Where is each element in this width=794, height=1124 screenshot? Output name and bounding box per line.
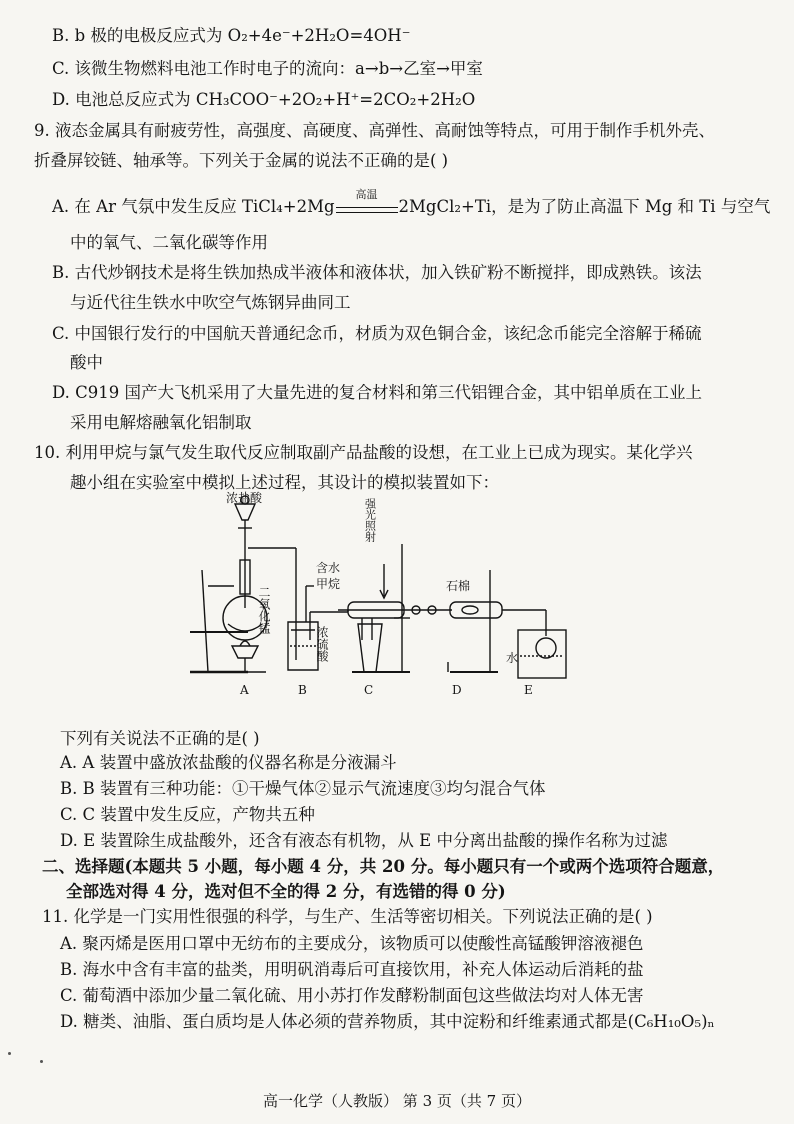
section-2-title: 二、选择题(本题共 5 小题，每小题 4 分，共 20 分。每小题只有一个或两个选项符合题意， — [42, 857, 725, 876]
label-asbestos: 石棉 — [446, 579, 471, 593]
q10-option-b: B. B 装置有三种功能：①干燥气体②显示气流速度③均匀混合气体 — [60, 779, 546, 798]
unit-label-b: B — [298, 683, 307, 697]
q9-option-a-line1 — [52, 187, 771, 218]
q11-option-c: C. 葡萄酒中添加少量二氧化硫、用小苏打作发酵粉制面包这些做法均对人体无害 — [60, 986, 644, 1005]
reaction-condition: 高温 — [355, 187, 378, 201]
q11-option-d: D. 糖类、油脂、蛋白质均是人体必须的营养物质，其中淀粉和纤维素通式都是(C₆H₁₀O₅)ₙ — [60, 1012, 715, 1031]
q9a-products: 2MgCl₂+Ti，是为了防止高温下 Mg 和 Ti 与空气 — [398, 197, 771, 216]
scan-speck — [8, 1052, 11, 1055]
q11-stem: 11. 化学是一门实用性很强的科学，与生产、生活等密切相关。下列说法正确的是( ) — [42, 907, 653, 926]
section-2-scoring: 全部选对得 4 分，选对但不全的得 2 分，有选错的得 0 分) — [66, 882, 506, 901]
q8-option-d: D. 电池总反应式为 CH₃COO⁻+2O₂+H⁺=2CO₂+2H₂O — [52, 90, 476, 109]
q9a-reactants: A. 在 Ar 气氛中发生反应 TiCl₄+2Mg — [52, 197, 335, 216]
unit-e-absorber — [502, 610, 566, 678]
equilibrium-equals-sign — [336, 187, 398, 213]
label-mno2 — [257, 586, 271, 634]
q9-option-a-line2: 中的氧气、二氧化碳等作用 — [70, 233, 268, 252]
q9-option-d-line1: D. C919 国产大飞机采用了大量先进的复合材料和第三代铝锂合金，其中铝单质在工业上 — [52, 383, 702, 402]
q10-stem-line2: 趣小组在实验室中模拟上述过程，其设计的模拟装置如下： — [70, 473, 499, 492]
q9-option-b-line1: B. 古代炒钢技术是将生铁加热成半液体和液体状，加入铁矿粉不断搅拌，即成熟铁。该法 — [52, 263, 702, 282]
label-water-methane-1: 含水 — [316, 561, 341, 575]
unit-label-c: C — [364, 683, 374, 697]
label-water: 水 — [506, 651, 519, 665]
scan-speck — [40, 1060, 43, 1063]
q8-option-c: C. 该微生物燃料电池工作时电子的流向：a→b→乙室→甲室 — [52, 59, 483, 78]
lab-apparatus-figure — [188, 490, 568, 702]
q10-option-d: D. E 装置除生成盐酸外，还含有液态有机物，从 E 中分离出盐酸的操作名称为过滤 — [60, 831, 668, 850]
unit-a-generator — [190, 496, 296, 672]
unit-label-a: A — [240, 683, 249, 697]
svg-text:二氧化锰: 二氧化锰 — [257, 586, 271, 634]
q10-option-c: C. C 装置中发生反应，产物共五种 — [60, 805, 315, 824]
q10-stem-line1: 10. 利用甲烷与氯气发生取代反应制取副产品盐酸的设想，在工业上已成为现实。某化学兴 — [34, 443, 693, 462]
unit-label-d: D — [452, 683, 462, 697]
q8-option-b: B. b 极的电极反应式为 O₂+4e⁻+2H₂O=4OH⁻ — [52, 26, 411, 45]
svg-text:强光照射: 强光照射 — [363, 498, 377, 542]
q10-option-a: A. A 装置中盛放浓盐酸的仪器名称是分液漏斗 — [60, 753, 397, 772]
q11-option-a: A. 聚丙烯是医用口罩中无纺布的主要成分，该物质可以使酸性高锰酸钾溶液褪色 — [60, 934, 644, 953]
unit-label-e: E — [524, 683, 533, 697]
q9-stem-line2: 折叠屏铰链、轴承等。下列关于金属的说法不正确的是( ) — [34, 151, 449, 170]
q9-option-d-line2: 采用电解熔融氧化铝制取 — [70, 413, 252, 432]
q9-option-c-line1: C. 中国银行发行的中国航天普通纪念币，材质为双色铜合金，该纪念币能完全溶解于稀硫 — [52, 324, 702, 343]
q9-option-b-line2: 与近代往生铁水中吹空气炼钢异曲同工 — [70, 293, 351, 312]
q9-stem-line1: 9. 液态金属具有耐疲劳性，高强度、高硬度、高弹性、高耐蚀等特点，可用于制作手机外壳、 — [34, 121, 715, 140]
unit-c-reaction-tube — [338, 544, 410, 672]
label-conc-h2so4 — [315, 626, 329, 662]
page-footer: 高一化学（人教版） 第 3 页（共 7 页） — [263, 1092, 531, 1110]
q11-option-b: B. 海水中含有丰富的盐类，用明矾消毒后可直接饮用，补充人体运动后消耗的盐 — [60, 960, 644, 979]
label-conc-hcl: 浓盐酸 — [226, 491, 263, 505]
label-water-methane-2: 甲烷 — [316, 577, 341, 591]
svg-text:浓硫酸: 浓硫酸 — [315, 626, 329, 662]
q10-question: 下列有关说法不正确的是( ) — [60, 729, 260, 748]
q9-option-c-line2: 酸中 — [70, 353, 103, 372]
label-strong-light — [364, 498, 377, 542]
